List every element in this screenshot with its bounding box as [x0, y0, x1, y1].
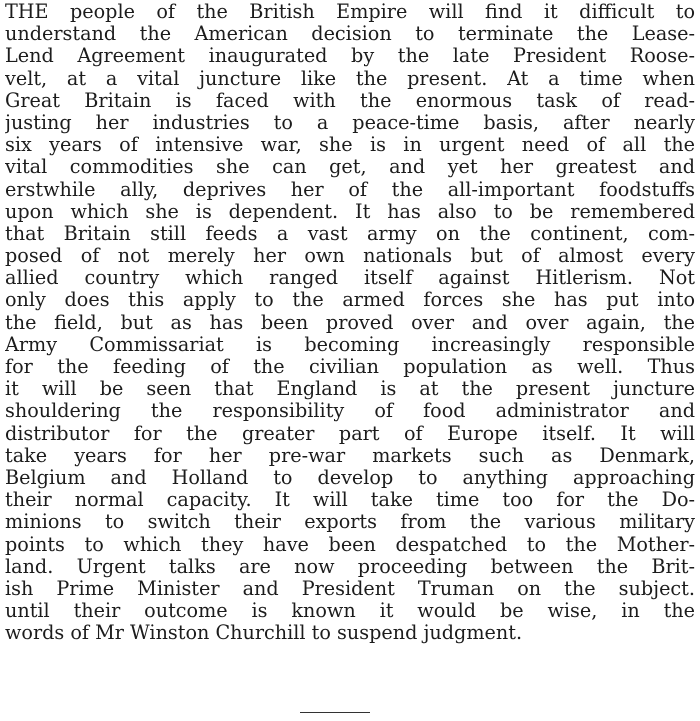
text-line: Army Commissariat is becoming increasingly responsible — [5, 333, 695, 356]
text-line: the field, but as has been proved over and over again, the — [5, 311, 695, 334]
text-line: velt, at a vital juncture like the present. At a time when — [5, 67, 695, 90]
text-line: Lend Agreement inaugurated by the late President Roose- — [5, 45, 695, 68]
text-line: that Britain still feeds a vast army on the continent, com- — [5, 222, 695, 245]
text-line: vital commodities she can get, and yet her greatest and — [5, 156, 695, 179]
text-line: upon which she is dependent. It has also to be remembered — [5, 200, 695, 223]
text-line: allied country which ranged itself against Hitlerism. Not — [5, 267, 695, 290]
text-line: six years of intensive war, she is in urgent need of all the — [5, 134, 695, 157]
text-line: their normal capacity. It will take time too for the Do- — [5, 489, 695, 512]
closing-rule — [300, 712, 370, 713]
text-line: ish Prime Minister and President Truman on the subject. — [5, 577, 695, 600]
text-line: minions to switch their exports from the various military — [5, 511, 695, 534]
text-line: until their outcome is known it would be wise, in the — [5, 600, 695, 623]
text-line: understand the American decision to terminate the Lease- — [5, 23, 695, 46]
text-line-last: words of Mr Winston Churchill to suspend judgment. — [5, 622, 523, 645]
text-line: posed of not merely her own nationals but of almost every — [5, 245, 695, 268]
text-line: it will be seen that England is at the present juncture — [5, 378, 695, 401]
text-line: THE people of the British Empire will find it difficult to — [5, 1, 695, 23]
text-line: shouldering the responsibility of food administrator and — [5, 400, 695, 423]
article-body — [5, 1, 695, 644]
text-line: distributor for the greater part of Europe itself. It will — [5, 422, 695, 445]
text-line: Belgium and Holland to develop to anything approaching — [5, 466, 695, 489]
text-line: points to which they have been despatched to the Mother- — [5, 533, 695, 556]
text-line: erstwhile ally, deprives her of the all-important foodstuffs — [5, 178, 695, 201]
text-line: for the feeding of the civilian population as well. Thus — [5, 356, 695, 378]
text-line: land. Urgent talks are now proceeding between the Brit- — [5, 555, 695, 578]
text-line: take years for her pre-war markets such as Denmark, — [5, 444, 695, 467]
text-line: Great Britain is faced with the enormous task of read- — [5, 89, 695, 112]
text-line: justing her industries to a peace-time basis, after nearly — [5, 111, 695, 134]
text-line: only does this apply to the armed forces she has put into — [5, 289, 695, 312]
